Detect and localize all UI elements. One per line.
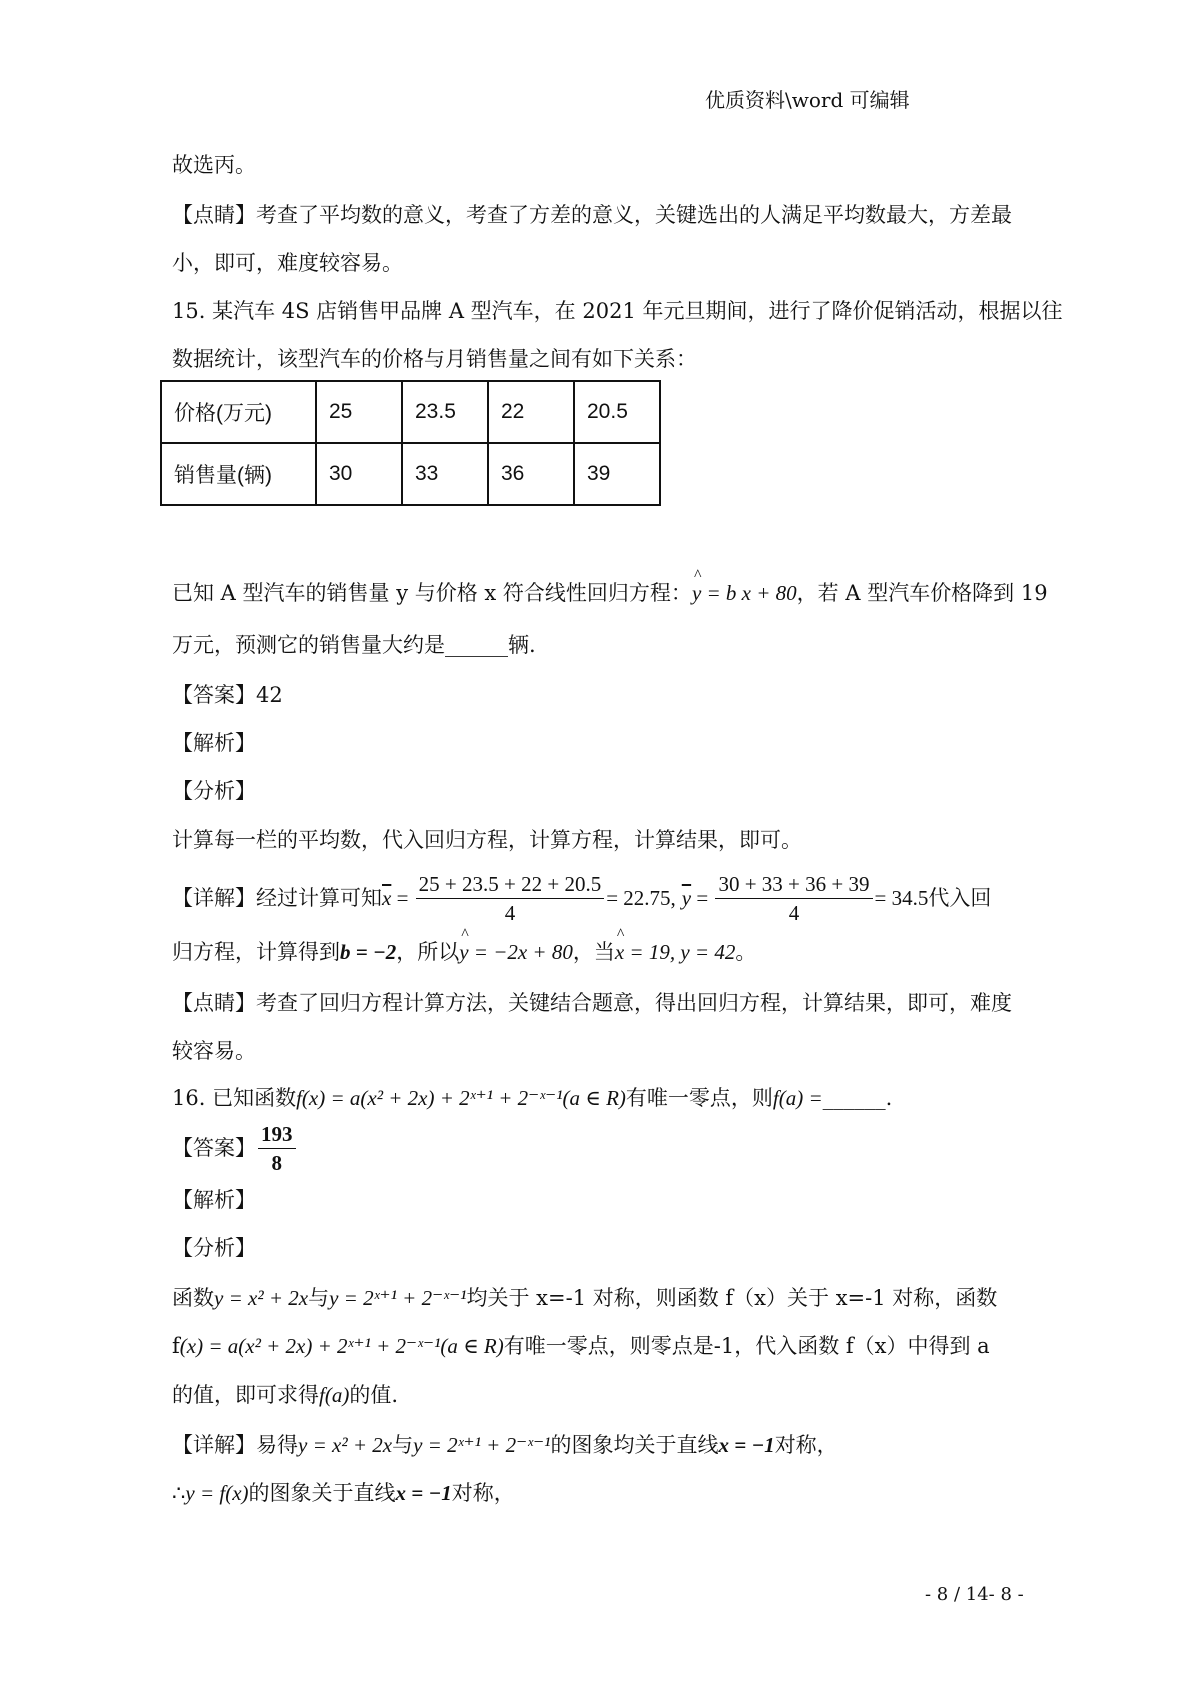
table-cell: 30 — [316, 443, 402, 505]
table-cell: 20.5 — [574, 381, 660, 443]
table-cell: 25 — [316, 381, 402, 443]
text-line: 函数y = x² + 2x与y = 2ˣ⁺¹ + 2⁻ˣ⁻¹均关于 x=-1 对称，则函数 f（x）关于 x=-1 对称，函数 — [172, 1286, 998, 1310]
x-bar: $\overline{x}$ — [382, 886, 392, 910]
table-row — [161, 443, 660, 505]
table-cell: 39 — [574, 443, 660, 505]
answer-fraction: $\frac{193}{8}$ — [258, 1120, 296, 1177]
regression-equation: ^ y = b x + 80 — [692, 578, 797, 608]
prediction: ^ x = 19, y = 42 — [615, 937, 735, 967]
fitted-equation: ^ y = −2x + 80 — [459, 937, 573, 967]
text-line: 【详解】经过计算可知 $\overline{x}$ = $\frac{25 + 23.5 + 22 + 20.5}{4}$ = 22.75, $\overline{y}$ = $\frac{30 + 33 + 36 + 39}{4}$ = 34.5 代入回 — [172, 871, 992, 925]
table-row — [161, 381, 660, 443]
row-label: 价格(万元) — [161, 381, 316, 443]
text-line: 【点睛】考查了平均数的意义，考查了方差的意义，关键选出的人满足平均数最大，方差最 — [172, 203, 1012, 227]
answer-label: 【答案】42 — [172, 683, 283, 707]
text-line: 的值，即可求得f(a)的值. — [172, 1383, 399, 1407]
section-heading: 【分析】 — [172, 1236, 256, 1260]
row-label: 销售量(辆) — [161, 443, 316, 505]
y-bar: $\overline{y}$ — [681, 886, 692, 910]
question-15: 15. 某汽车 4S 店销售甲品牌 A 型汽车，在 2021 年元旦期间，进行了降价促销活动，根据以往 — [172, 299, 1063, 323]
text-line: 【点睛】考查了回归方程计算方法，关键结合题意，得出回归方程，计算结果，即可，难度 — [172, 991, 1012, 1015]
table-cell: 22 — [488, 381, 574, 443]
text-line: 已知 A 型汽车的销售量 y 与价格 x 符合线性回归方程：^ y = b x + 80，若 A 型汽车价格降到 19 — [172, 578, 1048, 608]
section-heading: 【解析】 — [172, 1188, 256, 1212]
text-line: 数据统计，该型汽车的价格与月销售量之间有如下关系： — [172, 347, 697, 371]
text-line: 【详解】易得y = x² + 2x与y = 2ˣ⁺¹ + 2⁻ˣ⁻¹的图象均关于直线x = −1对称， — [172, 1433, 838, 1457]
section-heading: 【分析】 — [172, 779, 256, 803]
table-cell: 33 — [402, 443, 488, 505]
header-watermark: 优质资料\word 可编辑 — [705, 88, 910, 112]
text-line: 计算每一栏的平均数，代入回归方程，计算方程，计算结果，即可。 — [172, 828, 802, 852]
text-line: 较容易。 — [172, 1039, 256, 1063]
text-line: 万元，预测它的销售量大约是______辆. — [172, 633, 536, 657]
function-definition: f(x) = a(x² + 2x) + 2ˣ⁺¹ + 2⁻ˣ⁻¹(a ∈ R) — [296, 1086, 626, 1110]
text-line: f(x) = a(x² + 2x) + 2ˣ⁺¹ + 2⁻ˣ⁻¹(a ∈ R)有唯一零点，则零点是-1，代入函数 f（x）中得到 a — [172, 1334, 990, 1358]
text-line: ∴y = f(x)的图象关于直线x = −1对称， — [172, 1481, 515, 1505]
table-cell: 23.5 — [402, 381, 488, 443]
text-line: 归方程，计算得到b = −2，所以^ y = −2x + 80，当^ x = 19, y = 42。 — [172, 937, 756, 967]
table-cell: 36 — [488, 443, 574, 505]
text-line: 小，即可，难度较容易。 — [172, 251, 403, 275]
text-line: 故选丙。 — [172, 153, 256, 177]
y-mean-fraction: $\frac{30 + 33 + 36 + 39}{4}$ — [715, 870, 872, 927]
question-16: 16. 已知函数f(x) = a(x² + 2x) + 2ˣ⁺¹ + 2⁻ˣ⁻¹(a ∈ R)有唯一零点，则f(a) =______. — [172, 1086, 893, 1110]
x-mean-fraction: $\frac{25 + 23.5 + 22 + 20.5}{4}$ — [416, 870, 605, 927]
b-value: b = −2 — [340, 940, 397, 964]
price-sales-table — [160, 380, 661, 506]
page-number: - 8 ∕ 14- 8 - — [925, 1584, 1024, 1605]
section-heading: 【解析】 — [172, 731, 256, 755]
answer-label: 【答案】 $\frac{193}{8}$ — [172, 1118, 298, 1178]
